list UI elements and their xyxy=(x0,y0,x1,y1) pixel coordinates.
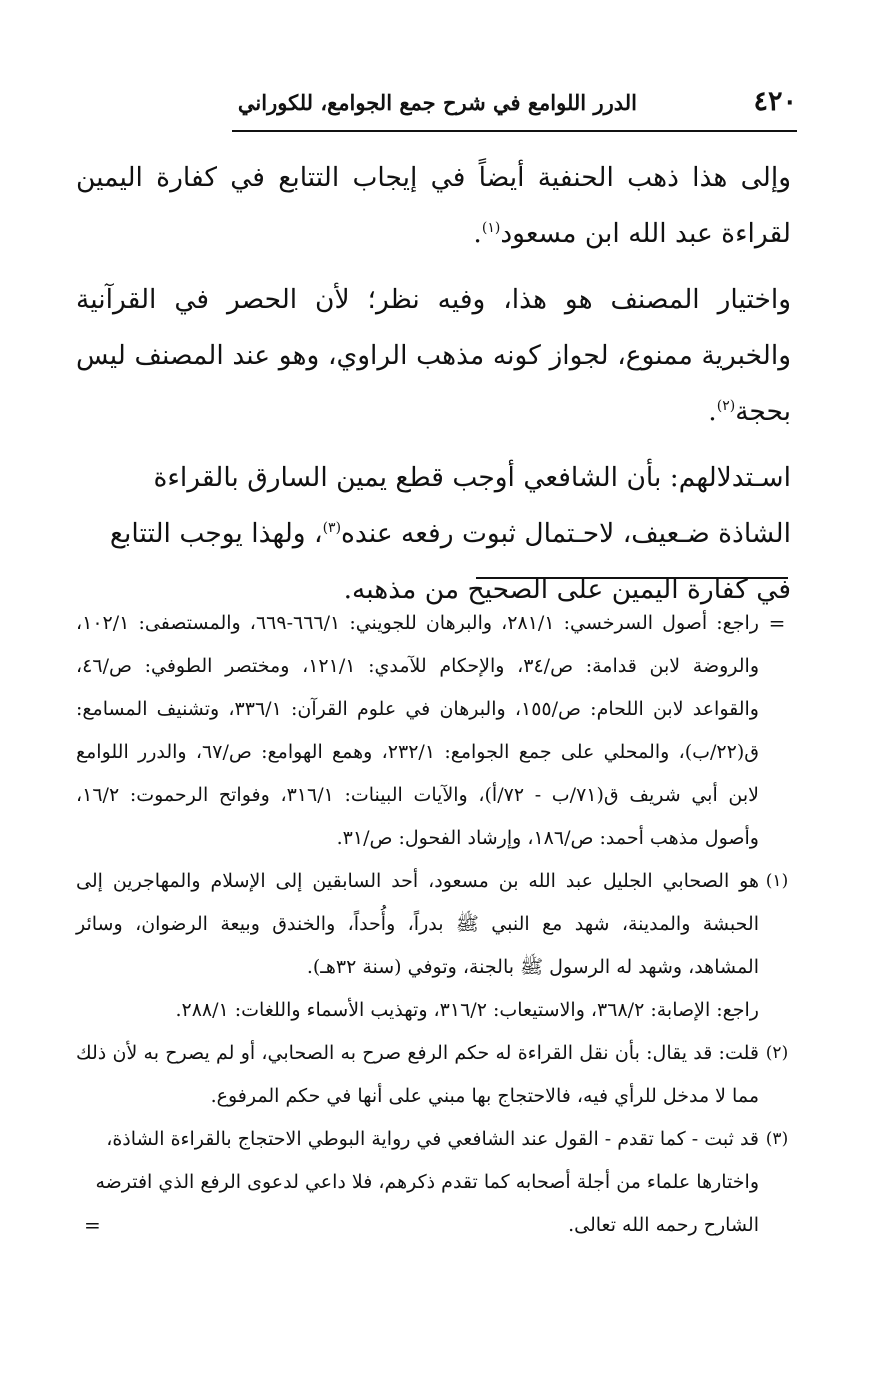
paragraph-1-end: . xyxy=(473,218,482,249)
footnote-1-references xyxy=(76,989,759,1032)
footnote-continuation xyxy=(76,602,786,860)
paragraph-3-text: اسـتدلالهم: بأن الشافعي أوجب قطع يمين السارق بالقراءة الشاذة ضـعيف، لاحـتمال ثبوت رفعه عنده xyxy=(153,462,791,549)
footnote-3-marker: (٣) xyxy=(765,1129,789,1149)
footnote-2-text: قلت: قد يقال: بأن نقل القراءة له حكم الرفع صرح به الصحابي، أو لم يصرح به لأن ذلك مما لا مدخل للرأي فيه، فالاحتجاج بها مبني على أنها في حكم المرفوع. xyxy=(76,1042,759,1107)
footnote-2-marker: (٢) xyxy=(765,1043,789,1063)
footnotes xyxy=(76,602,789,1247)
footnote-2 xyxy=(76,1032,789,1118)
paragraph-2 xyxy=(76,272,791,440)
footnote-1-references-text: راجع: الإصابة: ٣٦٨/٢، والاستيعاب: ٣١٦/٢، وتهذيب الأسماء واللغات: ٢٨٨/١. xyxy=(175,999,759,1021)
main-text xyxy=(76,150,791,618)
paragraph-2-text: واختيار المصنف هو هذا، وفيه نظر؛ لأن الحصر في القرآنية والخبرية ممنوع، لجواز كونه مذهب الراوي، وهو عند المصنف ليس بحجة xyxy=(76,284,791,427)
next-page-marker: = xyxy=(84,1213,101,1237)
paragraph-1-text: وإلى هذا ذهب الحنفية أيضاً في إيجاب التتابع في كفارة اليمين لقراءة عبد الله ابن مسعود xyxy=(76,162,791,249)
footnote-separator xyxy=(476,577,788,579)
footnote-1 xyxy=(76,860,789,989)
running-title: الدرر اللوامع في شرح جمع الجوامع، للكوراني xyxy=(237,90,637,115)
footnote-1-marker: (١) xyxy=(765,871,789,891)
footnote-1-text: هو الصحابي الجليل عبد الله بن مسعود، أحد السابقين إلى الإسلام والمهاجرين إلى الحبشة والمدينة، شهد مع النبي ﷺ بدراً، وأُحداً، والخندق وبيعة الرضوان، وسائر المشاهد، وشهد له الرسول ﷺ بالجنة، وتوفي (سنة ٣٢هـ). xyxy=(76,870,759,978)
paragraph-3-text-b: ، ولهذا يوجب التتابع في كفارة اليمين على الصحيح من مذهبه. xyxy=(109,518,791,605)
paragraph-3 xyxy=(76,450,791,618)
page-number: ٤٢٠ xyxy=(753,86,797,117)
footnote-ref-3[interactable]: (٣) xyxy=(322,520,342,537)
paragraph-2-end: . xyxy=(708,396,717,427)
paragraph-1 xyxy=(76,150,791,262)
footnote-ref-2[interactable]: (٢) xyxy=(716,398,736,415)
footnote-continuation-text: راجع: أصول السرخسي: ٢٨١/١، والبرهان للجويني: ٦٦٦/١-٦٦٩، والمستصفى: ١٠٢/١، والروضة لابن قدامة: ص/٣٤، والإحكام للآمدي: ١٢١/١، ومختصر الطوفي: ص/٤٦، والقواعد لابن اللحام: ص/١٥٥، والبرهان في علوم القرآن: ٣٣٦/١، وتشنيف المسامع: ق(٢٢/ب)، والمحلي على جمع الجوامع: ٢٣٢/١، وهمع الهوامع: ص/٦٧، والدرر اللوامع لابن أبي شريف ق(٧١/ب - ٧٢/أ)، والآيات البينات: ٣١٦/١، وفواتح الرحموت: ١٦/٢، وأصول مذهب أحمد: ص/١٨٦، وإرشاد الفحول: ص/٣١. xyxy=(76,612,759,849)
footnote-ref-1[interactable]: (١) xyxy=(481,220,501,237)
footnote-3 xyxy=(76,1118,789,1247)
footnote-3-text: قد ثبت - كما تقدم - القول عند الشافعي في رواية البوطي الاحتجاج بالقراءة الشاذة، واختارها علماء من أجلة أصحابه كما تقدم ذكرهم، فلا داعي لدعوى الرفع الذي افترضه الشارح رحمه الله تعالى. xyxy=(95,1128,759,1236)
continuation-marker: = xyxy=(768,611,786,635)
page-header xyxy=(232,86,797,132)
